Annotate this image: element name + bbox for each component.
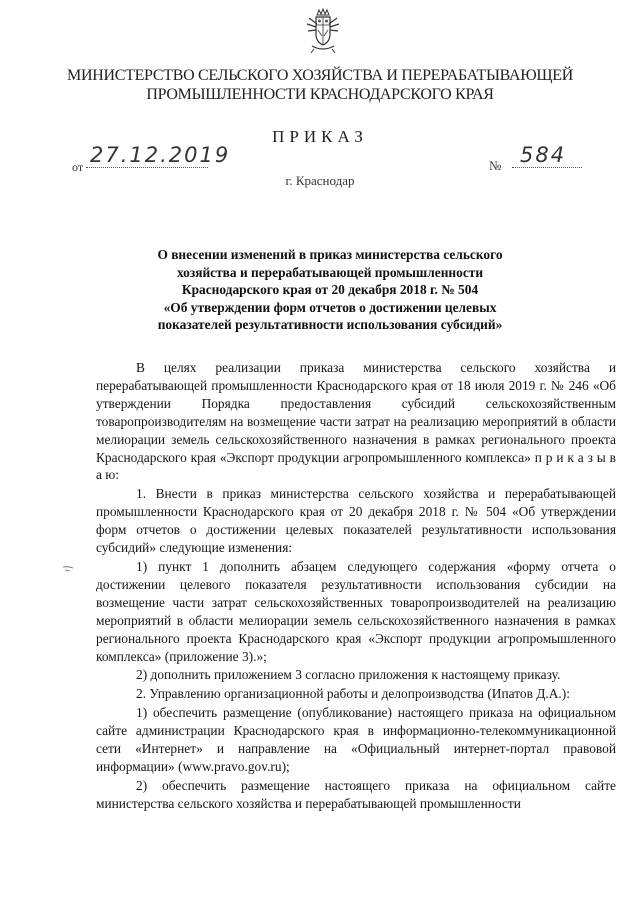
body-paragraph: 1. Внести в приказ министерства сельского хозяйства и перерабатывающей промышленности Краснодарского края от 20 декабря 2018 г. № 504 «Об утверждении форм отчетов о достижении целевых показателей результативности использования субсидий» следующие изменения: (96, 486, 616, 556)
body-paragraph: 1) обеспечить размещение (опубликование) настоящего приказа на официальном сайте администрации Краснодарского края в информационно-телекоммуникационной сети «Интернет» и направление на «Официальный интернет-портал правовой информации» (www.pravo.gov.ru); (96, 705, 616, 774)
body-paragraph: 1) пункт 1 дополнить абзацем следующего содержания «форму отчета о достижении целевого показателя результативности использования субсидии на возмещение части затрат сельскохозяйственных товаропроизводителей на реализацию мероприятий в области мелиорации земель сельскохозяйственного назначения в рамках регионального проекта Краснодарского края «Экспорт продукции агропромышленного комплекса» (приложение 3).»; (96, 558, 616, 664)
number-underline (512, 167, 582, 168)
document-type: ПРИКАЗ (272, 127, 368, 146)
krasnodar-coat-of-arms-icon (304, 8, 342, 54)
body-paragraph: 2) дополнить приложением 3 согласно приложения к настоящему приказу. (136, 667, 561, 683)
city: г. Краснодар (285, 173, 355, 188)
ministry-line: ПРОМЫШЛЕННОСТИ КРАСНОДАРСКОГО КРАЯ (146, 86, 494, 103)
margin-pen-mark (62, 566, 74, 572)
title-line: хозяйства и перерабатывающей промышленности (176, 264, 484, 280)
date-underline (86, 167, 208, 168)
date-label: от (72, 160, 84, 174)
body-paragraph: 2) обеспечить размещение настоящего приказа на официальном сайте министерства сельского хозяйства и перерабатывающей промышленности (96, 777, 616, 811)
date-value: 27.12.2019 (90, 143, 231, 167)
title-line: показателей результативности использования субсидий» (157, 317, 503, 332)
ministry-name (40, 66, 600, 104)
body-paragraph: 2. Управлению организационной работы и делопроизводства (Ипатов Д.А.): (136, 686, 570, 702)
ministry-line: МИНИСТЕРСТВО СЕЛЬСКОГО ХОЗЯЙСТВА И ПЕРЕРАБАТЫВАЮЩЕЙ (67, 67, 573, 84)
title-line: О внесении изменений в приказ министерства сельского (157, 247, 503, 262)
body-paragraph: В целях реализации приказа министерства сельского хозяйства и перерабатывающей промышленности Краснодарского края от 18 июля 2019 г. № 246 «Об утверждении Порядка предоставления субсидий сельскохозяйственным товаропроизводителям на возмещение части затрат на реализацию мероприятий в области мелиорации земель сельскохозяйственного назначения в рамках регионального проекта Краснодарского края «Экспорт продукции агропромышленного комплекса» п р и к а з ы в а ю: (96, 360, 616, 483)
number-label: № (489, 158, 502, 173)
title-line: Краснодарского края от 20 декабря 2018 г. № 504 (181, 282, 479, 297)
number-value: 584 (520, 143, 567, 167)
title-line: «Об утверждении форм отчетов о достижении целевых (163, 299, 497, 315)
document-title (130, 246, 530, 334)
document-body (96, 359, 616, 813)
